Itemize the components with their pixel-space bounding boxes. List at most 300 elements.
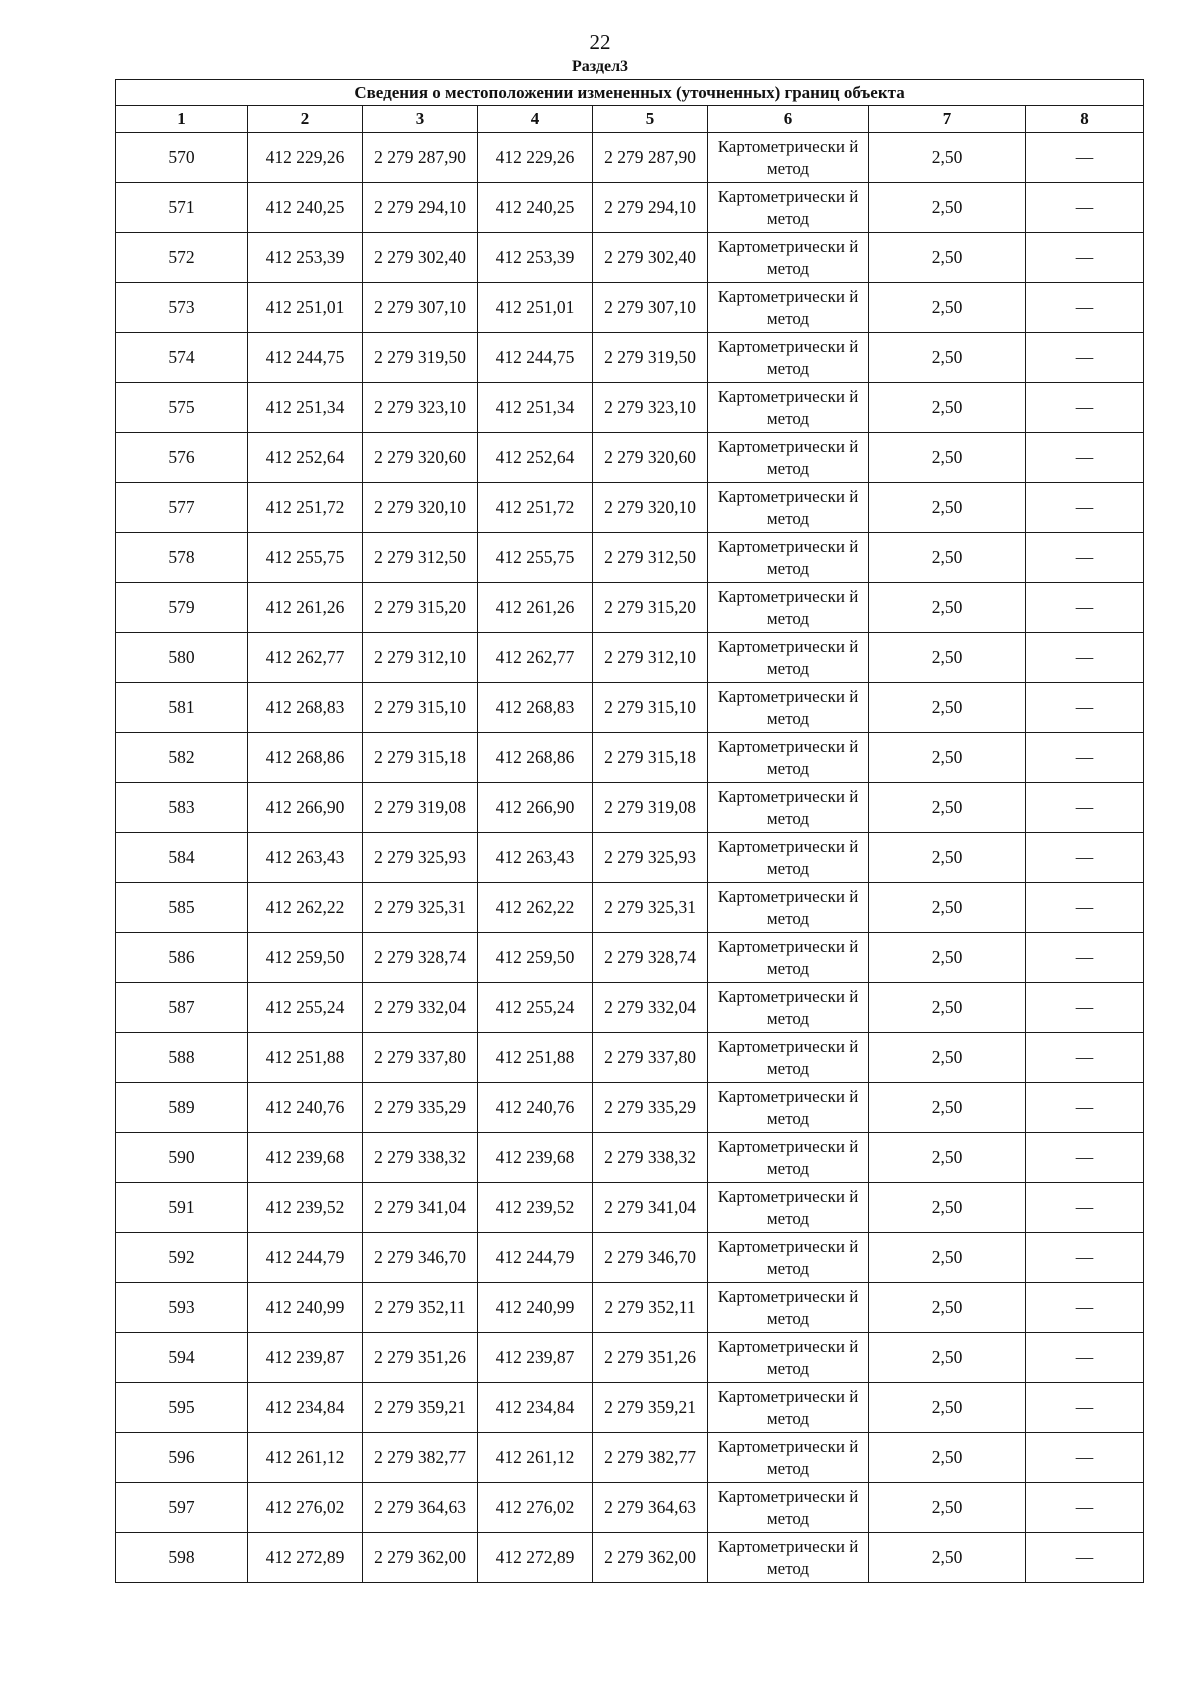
y-new-cell: 2 279 287,90 — [593, 133, 708, 183]
y-old-cell: 2 279 338,32 — [363, 1133, 478, 1183]
note-dash: — — [1075, 547, 1094, 567]
y-new-cell: 2 279 362,00 — [593, 1533, 708, 1583]
column-number-7: 7 — [869, 106, 1026, 133]
method-cell: Картометрически й метод — [708, 983, 869, 1033]
x-new-cell: 412 251,01 — [478, 283, 593, 333]
table-row — [116, 233, 1144, 283]
x-old-cell: 412 268,86 — [248, 733, 363, 783]
method-cell: Картометрически й метод — [708, 1333, 869, 1383]
y-old-cell: 2 279 351,26 — [363, 1333, 478, 1383]
note-cell — [1026, 1483, 1144, 1533]
y-old-cell: 2 279 346,70 — [363, 1233, 478, 1283]
table-row — [116, 1533, 1144, 1583]
note-dash: — — [1075, 1097, 1094, 1117]
x-old-cell: 412 240,25 — [248, 183, 363, 233]
accuracy-cell: 2,50 — [869, 1033, 1026, 1083]
note-cell — [1026, 983, 1144, 1033]
y-old-cell: 2 279 364,63 — [363, 1483, 478, 1533]
method-cell: Картометрически й метод — [708, 1533, 869, 1583]
note-cell — [1026, 1333, 1144, 1383]
note-cell — [1026, 1533, 1144, 1583]
note-cell — [1026, 283, 1144, 333]
table-body — [116, 133, 1144, 1583]
x-new-cell: 412 240,99 — [478, 1283, 593, 1333]
accuracy-cell: 2,50 — [869, 1383, 1026, 1433]
x-old-cell: 412 255,24 — [248, 983, 363, 1033]
y-old-cell: 2 279 332,04 — [363, 983, 478, 1033]
point-number-cell: 593 — [116, 1283, 248, 1333]
accuracy-cell: 2,50 — [869, 583, 1026, 633]
x-new-cell: 412 262,77 — [478, 633, 593, 683]
y-new-cell: 2 279 364,63 — [593, 1483, 708, 1533]
y-new-cell: 2 279 315,10 — [593, 683, 708, 733]
x-old-cell: 412 229,26 — [248, 133, 363, 183]
note-cell — [1026, 183, 1144, 233]
y-new-cell: 2 279 352,11 — [593, 1283, 708, 1333]
table-title-row — [116, 80, 1144, 106]
column-number-3: 3 — [363, 106, 478, 133]
note-dash: — — [1075, 647, 1094, 667]
accuracy-cell: 2,50 — [869, 1083, 1026, 1133]
point-number-cell: 583 — [116, 783, 248, 833]
x-new-cell: 412 253,39 — [478, 233, 593, 283]
note-cell — [1026, 783, 1144, 833]
y-new-cell: 2 279 325,93 — [593, 833, 708, 883]
y-new-cell: 2 279 315,18 — [593, 733, 708, 783]
accuracy-cell: 2,50 — [869, 233, 1026, 283]
y-new-cell: 2 279 320,60 — [593, 433, 708, 483]
method-cell: Картометрически й метод — [708, 533, 869, 583]
note-cell — [1026, 1033, 1144, 1083]
x-new-cell: 412 276,02 — [478, 1483, 593, 1533]
x-new-cell: 412 272,89 — [478, 1533, 593, 1583]
note-cell — [1026, 1083, 1144, 1133]
section-label: Раздел3 — [571, 58, 629, 75]
x-old-cell: 412 268,83 — [248, 683, 363, 733]
x-new-cell: 412 234,84 — [478, 1383, 593, 1433]
x-new-cell: 412 240,25 — [478, 183, 593, 233]
table-row — [116, 583, 1144, 633]
point-number-cell: 576 — [116, 433, 248, 483]
y-new-cell: 2 279 337,80 — [593, 1033, 708, 1083]
method-cell: Картометрически й метод — [708, 1133, 869, 1183]
table-row — [116, 383, 1144, 433]
point-number-cell: 597 — [116, 1483, 248, 1533]
method-cell: Картометрически й метод — [708, 783, 869, 833]
x-old-cell: 412 240,76 — [248, 1083, 363, 1133]
method-cell: Картометрически й метод — [708, 233, 869, 283]
note-cell — [1026, 583, 1144, 633]
method-cell: Картометрически й метод — [708, 433, 869, 483]
note-dash: — — [1075, 1147, 1094, 1167]
table-row — [116, 333, 1144, 383]
accuracy-cell: 2,50 — [869, 133, 1026, 183]
table-row — [116, 283, 1144, 333]
coordinates-table — [115, 79, 1144, 1583]
method-cell: Картометрически й метод — [708, 1033, 869, 1083]
y-old-cell: 2 279 319,50 — [363, 333, 478, 383]
accuracy-cell: 2,50 — [869, 183, 1026, 233]
point-number-cell: 570 — [116, 133, 248, 183]
x-old-cell: 412 259,50 — [248, 933, 363, 983]
method-cell: Картометрически й метод — [708, 1433, 869, 1483]
y-old-cell: 2 279 312,10 — [363, 633, 478, 683]
x-new-cell: 412 251,34 — [478, 383, 593, 433]
x-new-cell: 412 244,75 — [478, 333, 593, 383]
table-row — [116, 183, 1144, 233]
page-number: 22 — [589, 30, 611, 54]
x-new-cell: 412 262,22 — [478, 883, 593, 933]
note-dash: — — [1075, 1297, 1094, 1317]
x-old-cell: 412 251,88 — [248, 1033, 363, 1083]
note-dash: — — [1075, 847, 1094, 867]
y-old-cell: 2 279 320,10 — [363, 483, 478, 533]
method-cell: Картометрически й метод — [708, 733, 869, 783]
y-old-cell: 2 279 287,90 — [363, 133, 478, 183]
table-row — [116, 1383, 1144, 1433]
note-cell — [1026, 683, 1144, 733]
accuracy-cell: 2,50 — [869, 1183, 1026, 1233]
note-cell — [1026, 433, 1144, 483]
note-dash: — — [1075, 747, 1094, 767]
note-dash: — — [1075, 947, 1094, 967]
table-row — [116, 133, 1144, 183]
note-dash: — — [1075, 197, 1094, 217]
y-new-cell: 2 279 294,10 — [593, 183, 708, 233]
method-cell: Картометрически й метод — [708, 683, 869, 733]
accuracy-cell: 2,50 — [869, 1533, 1026, 1583]
y-old-cell: 2 279 328,74 — [363, 933, 478, 983]
accuracy-cell: 2,50 — [869, 833, 1026, 883]
point-number-cell: 577 — [116, 483, 248, 533]
point-number-cell: 574 — [116, 333, 248, 383]
table-row — [116, 533, 1144, 583]
note-cell — [1026, 933, 1144, 983]
point-number-cell: 591 — [116, 1183, 248, 1233]
note-cell — [1026, 733, 1144, 783]
note-dash: — — [1075, 697, 1094, 717]
x-old-cell: 412 261,12 — [248, 1433, 363, 1483]
y-new-cell: 2 279 315,20 — [593, 583, 708, 633]
method-cell: Картометрически й метод — [708, 133, 869, 183]
table-row — [116, 783, 1144, 833]
point-number-cell: 589 — [116, 1083, 248, 1133]
y-old-cell: 2 279 323,10 — [363, 383, 478, 433]
y-new-cell: 2 279 359,21 — [593, 1383, 708, 1433]
x-new-cell: 412 261,12 — [478, 1433, 593, 1483]
column-number-5: 5 — [593, 106, 708, 133]
accuracy-cell: 2,50 — [869, 483, 1026, 533]
note-dash: — — [1075, 447, 1094, 467]
note-cell — [1026, 383, 1144, 433]
point-number-cell: 587 — [116, 983, 248, 1033]
point-number-cell: 580 — [116, 633, 248, 683]
x-new-cell: 412 229,26 — [478, 133, 593, 183]
y-new-cell: 2 279 312,50 — [593, 533, 708, 583]
point-number-cell: 588 — [116, 1033, 248, 1083]
x-old-cell: 412 234,84 — [248, 1383, 363, 1433]
x-old-cell: 412 262,22 — [248, 883, 363, 933]
y-new-cell: 2 279 325,31 — [593, 883, 708, 933]
y-old-cell: 2 279 352,11 — [363, 1283, 478, 1333]
table-row — [116, 833, 1144, 883]
point-number-cell: 579 — [116, 583, 248, 633]
method-cell: Картометрически й метод — [708, 633, 869, 683]
y-new-cell: 2 279 351,26 — [593, 1333, 708, 1383]
point-number-cell: 596 — [116, 1433, 248, 1483]
note-cell — [1026, 333, 1144, 383]
method-cell: Картометрически й метод — [708, 933, 869, 983]
accuracy-cell: 2,50 — [869, 883, 1026, 933]
accuracy-cell: 2,50 — [869, 1133, 1026, 1183]
column-number-1: 1 — [116, 106, 248, 133]
accuracy-cell: 2,50 — [869, 1233, 1026, 1283]
note-dash: — — [1075, 1247, 1094, 1267]
y-new-cell: 2 279 332,04 — [593, 983, 708, 1033]
table-row — [116, 1083, 1144, 1133]
table-row — [116, 983, 1144, 1033]
y-new-cell: 2 279 335,29 — [593, 1083, 708, 1133]
note-dash: — — [1075, 897, 1094, 917]
note-dash: — — [1075, 1547, 1094, 1567]
table-row — [116, 1483, 1144, 1533]
x-old-cell: 412 239,87 — [248, 1333, 363, 1383]
x-old-cell: 412 261,26 — [248, 583, 363, 633]
note-dash: — — [1075, 1047, 1094, 1067]
point-number-cell: 575 — [116, 383, 248, 433]
note-dash: — — [1075, 1397, 1094, 1417]
table-row — [116, 433, 1144, 483]
x-new-cell: 412 239,68 — [478, 1133, 593, 1183]
y-old-cell: 2 279 325,31 — [363, 883, 478, 933]
y-new-cell: 2 279 320,10 — [593, 483, 708, 533]
point-number-cell: 585 — [116, 883, 248, 933]
note-cell — [1026, 1233, 1144, 1283]
y-old-cell: 2 279 312,50 — [363, 533, 478, 583]
x-old-cell: 412 244,75 — [248, 333, 363, 383]
x-new-cell: 412 259,50 — [478, 933, 593, 983]
note-dash: — — [1075, 1497, 1094, 1517]
y-old-cell: 2 279 325,93 — [363, 833, 478, 883]
point-number-cell: 594 — [116, 1333, 248, 1383]
note-dash: — — [1075, 297, 1094, 317]
x-old-cell: 412 262,77 — [248, 633, 363, 683]
method-cell: Картометрически й метод — [708, 183, 869, 233]
point-number-cell: 581 — [116, 683, 248, 733]
note-cell — [1026, 1433, 1144, 1483]
point-number-cell: 584 — [116, 833, 248, 883]
column-number-row — [116, 106, 1144, 133]
note-cell — [1026, 533, 1144, 583]
note-dash: — — [1075, 347, 1094, 367]
y-old-cell: 2 279 362,00 — [363, 1533, 478, 1583]
x-old-cell: 412 276,02 — [248, 1483, 363, 1533]
method-cell: Картометрически й метод — [708, 1283, 869, 1333]
y-new-cell: 2 279 319,08 — [593, 783, 708, 833]
y-old-cell: 2 279 341,04 — [363, 1183, 478, 1233]
method-cell: Картометрически й метод — [708, 1483, 869, 1533]
accuracy-cell: 2,50 — [869, 283, 1026, 333]
note-dash: — — [1075, 247, 1094, 267]
x-new-cell: 412 239,87 — [478, 1333, 593, 1383]
x-new-cell: 412 251,72 — [478, 483, 593, 533]
y-old-cell: 2 279 307,10 — [363, 283, 478, 333]
y-new-cell: 2 279 312,10 — [593, 633, 708, 683]
note-cell — [1026, 1383, 1144, 1433]
y-new-cell: 2 279 338,32 — [593, 1133, 708, 1183]
x-old-cell: 412 251,34 — [248, 383, 363, 433]
x-old-cell: 412 239,68 — [248, 1133, 363, 1183]
note-cell — [1026, 1283, 1144, 1333]
x-new-cell: 412 244,79 — [478, 1233, 593, 1283]
column-number-4: 4 — [478, 106, 593, 133]
note-cell — [1026, 483, 1144, 533]
x-new-cell: 412 251,88 — [478, 1033, 593, 1083]
y-new-cell: 2 279 328,74 — [593, 933, 708, 983]
x-old-cell: 412 252,64 — [248, 433, 363, 483]
note-dash: — — [1075, 147, 1094, 167]
x-old-cell: 412 255,75 — [248, 533, 363, 583]
column-number-2: 2 — [248, 106, 363, 133]
accuracy-cell: 2,50 — [869, 783, 1026, 833]
method-cell: Картометрически й метод — [708, 583, 869, 633]
y-new-cell: 2 279 341,04 — [593, 1183, 708, 1233]
point-number-cell: 582 — [116, 733, 248, 783]
x-old-cell: 412 239,52 — [248, 1183, 363, 1233]
method-cell: Картометрически й метод — [708, 383, 869, 433]
x-new-cell: 412 239,52 — [478, 1183, 593, 1233]
note-dash: — — [1075, 797, 1094, 817]
accuracy-cell: 2,50 — [869, 333, 1026, 383]
accuracy-cell: 2,50 — [869, 383, 1026, 433]
accuracy-cell: 2,50 — [869, 1283, 1026, 1333]
table-row — [116, 733, 1144, 783]
note-dash: — — [1075, 497, 1094, 517]
x-old-cell: 412 272,89 — [248, 1533, 363, 1583]
table-title: Сведения о местоположении измененных (уточненных) границ объекта — [116, 80, 1144, 106]
table-row — [116, 1133, 1144, 1183]
x-new-cell: 412 255,75 — [478, 533, 593, 583]
point-number-cell: 573 — [116, 283, 248, 333]
x-new-cell: 412 240,76 — [478, 1083, 593, 1133]
x-new-cell: 412 261,26 — [478, 583, 593, 633]
table-row — [116, 1183, 1144, 1233]
y-old-cell: 2 279 294,10 — [363, 183, 478, 233]
x-old-cell: 412 240,99 — [248, 1283, 363, 1333]
note-dash: — — [1075, 397, 1094, 417]
x-new-cell: 412 252,64 — [478, 433, 593, 483]
y-old-cell: 2 279 315,20 — [363, 583, 478, 633]
y-new-cell: 2 279 319,50 — [593, 333, 708, 383]
table-row — [116, 1283, 1144, 1333]
note-dash: — — [1075, 997, 1094, 1017]
y-old-cell: 2 279 315,10 — [363, 683, 478, 733]
table-row — [116, 683, 1144, 733]
method-cell: Картометрически й метод — [708, 833, 869, 883]
y-new-cell: 2 279 302,40 — [593, 233, 708, 283]
column-number-6: 6 — [708, 106, 869, 133]
y-old-cell: 2 279 320,60 — [363, 433, 478, 483]
method-cell: Картометрически й метод — [708, 1083, 869, 1133]
accuracy-cell: 2,50 — [869, 683, 1026, 733]
point-number-cell: 586 — [116, 933, 248, 983]
method-cell: Картометрически й метод — [708, 1233, 869, 1283]
table-row — [116, 883, 1144, 933]
x-old-cell: 412 244,79 — [248, 1233, 363, 1283]
accuracy-cell: 2,50 — [869, 933, 1026, 983]
note-cell — [1026, 233, 1144, 283]
method-cell: Картометрически й метод — [708, 333, 869, 383]
y-old-cell: 2 279 319,08 — [363, 783, 478, 833]
table-row — [116, 1033, 1144, 1083]
y-new-cell: 2 279 323,10 — [593, 383, 708, 433]
note-dash: — — [1075, 1347, 1094, 1367]
y-new-cell: 2 279 346,70 — [593, 1233, 708, 1283]
x-new-cell: 412 268,86 — [478, 733, 593, 783]
y-old-cell: 2 279 335,29 — [363, 1083, 478, 1133]
point-number-cell: 571 — [116, 183, 248, 233]
table-row — [116, 1333, 1144, 1383]
method-cell: Картометрически й метод — [708, 483, 869, 533]
y-old-cell: 2 279 302,40 — [363, 233, 478, 283]
accuracy-cell: 2,50 — [869, 633, 1026, 683]
x-old-cell: 412 251,01 — [248, 283, 363, 333]
method-cell: Картометрически й метод — [708, 883, 869, 933]
accuracy-cell: 2,50 — [869, 533, 1026, 583]
point-number-cell: 578 — [116, 533, 248, 583]
y-new-cell: 2 279 382,77 — [593, 1433, 708, 1483]
accuracy-cell: 2,50 — [869, 1333, 1026, 1383]
table-row — [116, 1433, 1144, 1483]
point-number-cell: 592 — [116, 1233, 248, 1283]
accuracy-cell: 2,50 — [869, 733, 1026, 783]
point-number-cell: 598 — [116, 1533, 248, 1583]
note-cell — [1026, 883, 1144, 933]
y-old-cell: 2 279 337,80 — [363, 1033, 478, 1083]
method-cell: Картометрически й метод — [708, 1183, 869, 1233]
note-cell — [1026, 1133, 1144, 1183]
accuracy-cell: 2,50 — [869, 1483, 1026, 1533]
y-old-cell: 2 279 382,77 — [363, 1433, 478, 1483]
x-new-cell: 412 268,83 — [478, 683, 593, 733]
note-dash: — — [1075, 1197, 1094, 1217]
y-new-cell: 2 279 307,10 — [593, 283, 708, 333]
point-number-cell: 572 — [116, 233, 248, 283]
note-cell — [1026, 833, 1144, 883]
x-new-cell: 412 266,90 — [478, 783, 593, 833]
method-cell: Картометрически й метод — [708, 283, 869, 333]
x-old-cell: 412 253,39 — [248, 233, 363, 283]
point-number-cell: 595 — [116, 1383, 248, 1433]
note-dash: — — [1075, 597, 1094, 617]
method-cell: Картометрически й метод — [708, 1383, 869, 1433]
y-old-cell: 2 279 315,18 — [363, 733, 478, 783]
y-old-cell: 2 279 359,21 — [363, 1383, 478, 1433]
accuracy-cell: 2,50 — [869, 433, 1026, 483]
note-cell — [1026, 633, 1144, 683]
accuracy-cell: 2,50 — [869, 983, 1026, 1033]
accuracy-cell: 2,50 — [869, 1433, 1026, 1483]
x-new-cell: 412 263,43 — [478, 833, 593, 883]
x-new-cell: 412 255,24 — [478, 983, 593, 1033]
x-old-cell: 412 266,90 — [248, 783, 363, 833]
note-dash: — — [1075, 1447, 1094, 1467]
table-row — [116, 483, 1144, 533]
column-number-8: 8 — [1026, 106, 1144, 133]
point-number-cell: 590 — [116, 1133, 248, 1183]
x-old-cell: 412 251,72 — [248, 483, 363, 533]
table-row — [116, 1233, 1144, 1283]
